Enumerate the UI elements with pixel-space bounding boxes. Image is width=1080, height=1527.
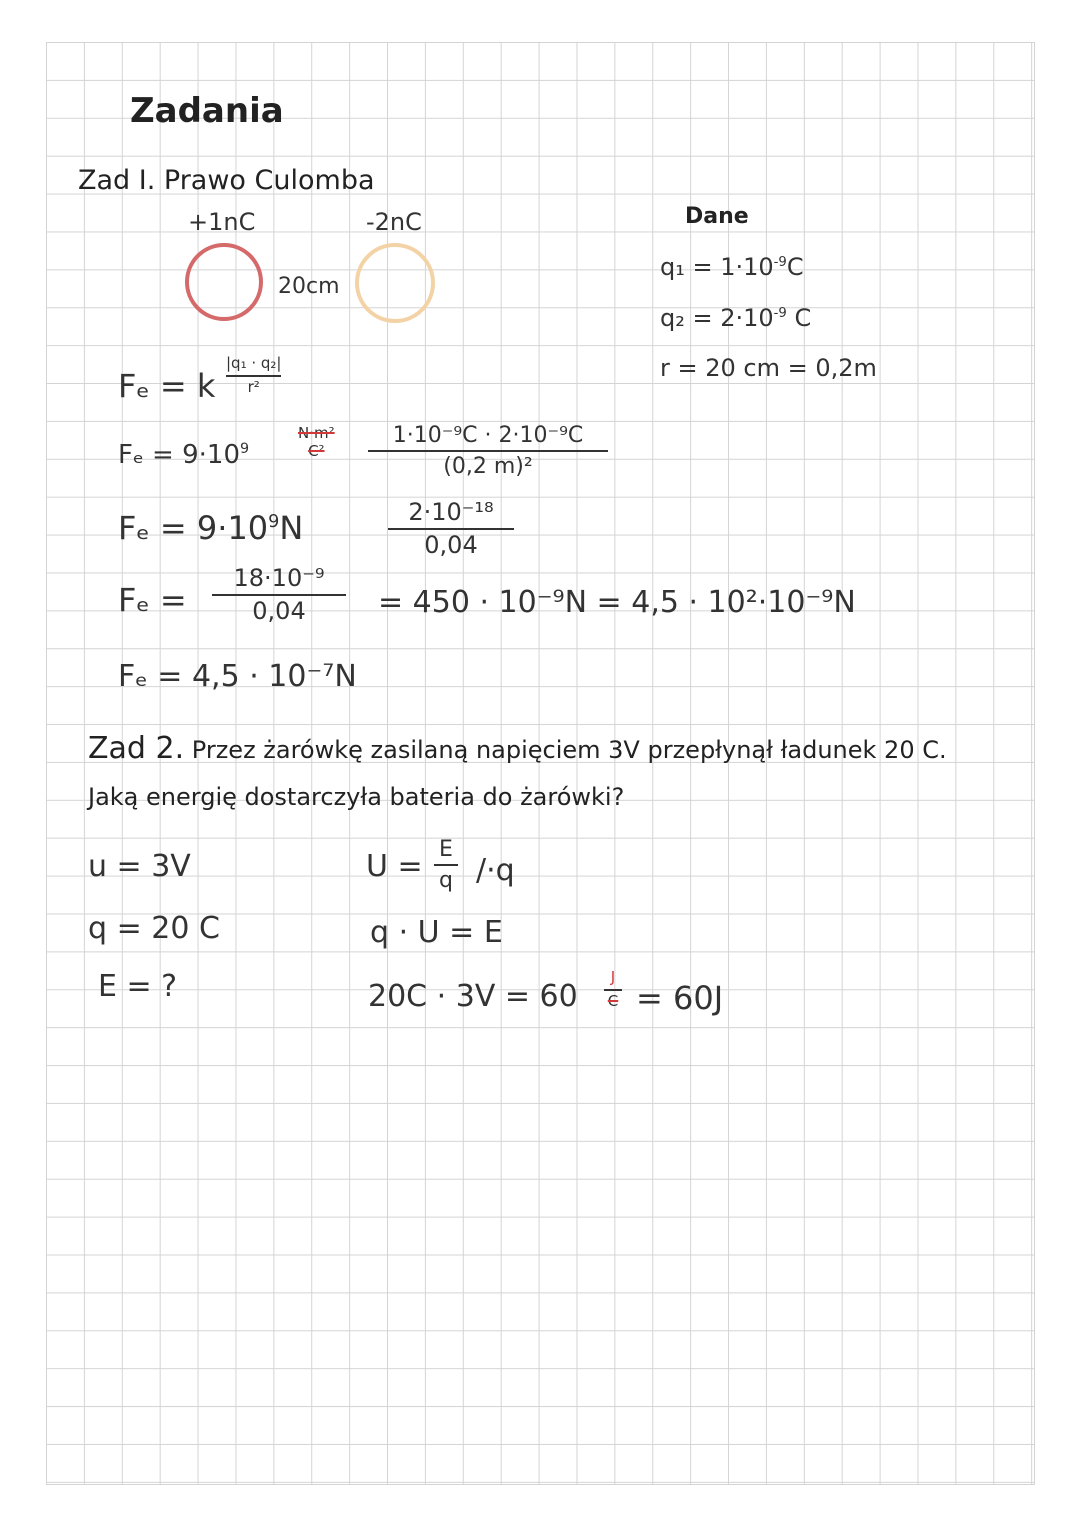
charge2-label: -2nC — [366, 208, 422, 236]
step1-numerator: 1·10⁻⁹C · 2·10⁻⁹C — [392, 423, 584, 448]
task2-step1: q · U = E — [370, 915, 503, 950]
task2-given-q: q = 20 C — [88, 911, 220, 946]
task2-step2-tail: = 60J — [636, 979, 724, 1017]
charge2-circle — [355, 243, 435, 323]
task2-question: Jaką energię dostarczyła bateria do żarówki? — [88, 783, 625, 811]
formula-denominator: r² — [247, 377, 260, 396]
task2-step2-unit-fraction: J C — [604, 970, 622, 1010]
step3-fraction — [212, 566, 346, 624]
charge1-circle — [185, 243, 263, 321]
step1-fraction — [368, 424, 608, 478]
step2-lhs: $F_e = 9\cdot 10^9N$ — [118, 509, 304, 547]
page-title: Zadania — [130, 91, 284, 131]
given-q1: $q_1 = 1\cdot 10^{-9}C$ — [660, 253, 804, 281]
step1-unit-fraction: N·m² C² — [298, 424, 335, 460]
task2-given-u: u = 3V — [88, 849, 191, 884]
step3-rhs: = 450 · 10⁻⁹N = 4,5 · 10²·10⁻⁹N — [378, 585, 856, 620]
given-heading: Dane — [685, 204, 749, 229]
task1-heading: Zad I. Prawo Culomba — [78, 165, 375, 196]
step3-numerator: 18·10⁻⁹ — [233, 564, 325, 592]
formula-lhs: Fₑ = k — [118, 367, 216, 405]
given-r: r = 20 cm = 0,2m — [660, 354, 877, 382]
step2-denominator: 0,04 — [424, 531, 478, 560]
task2-step2: 20C · 3V = 60 — [368, 979, 578, 1014]
charge1-label: +1nC — [188, 208, 256, 236]
step1-denominator: (0,2 m)² — [443, 454, 533, 480]
step3-denominator: 0,04 — [252, 597, 306, 626]
task2-heading: Zad 2. Przez żarówkę zasilaną napięciem 3V przepłynął ładunek 20 C. — [88, 731, 947, 766]
step1-lhs: $F_e = 9\cdot 10^9$ — [118, 440, 250, 470]
given-q2: $q_2 = 2\cdot 10^{-9}$ C — [660, 304, 812, 332]
formula-numerator: |q₁ · q₂| — [226, 354, 282, 372]
task2-formula-fraction: E q — [434, 838, 458, 892]
step3-lhs: Fₑ = — [118, 581, 187, 619]
task2-formula-lhs: U = — [366, 849, 423, 884]
task2-given-e: E = ? — [98, 969, 178, 1004]
task2-formula-op: /·q — [476, 853, 515, 888]
distance-label: 20cm — [278, 274, 340, 299]
step2-fraction — [388, 500, 514, 558]
task1-result: Fₑ = 4,5 · 10⁻⁷N — [118, 659, 357, 694]
formula-fraction — [226, 356, 281, 396]
step2-numerator: 2·10⁻¹⁸ — [408, 498, 494, 526]
